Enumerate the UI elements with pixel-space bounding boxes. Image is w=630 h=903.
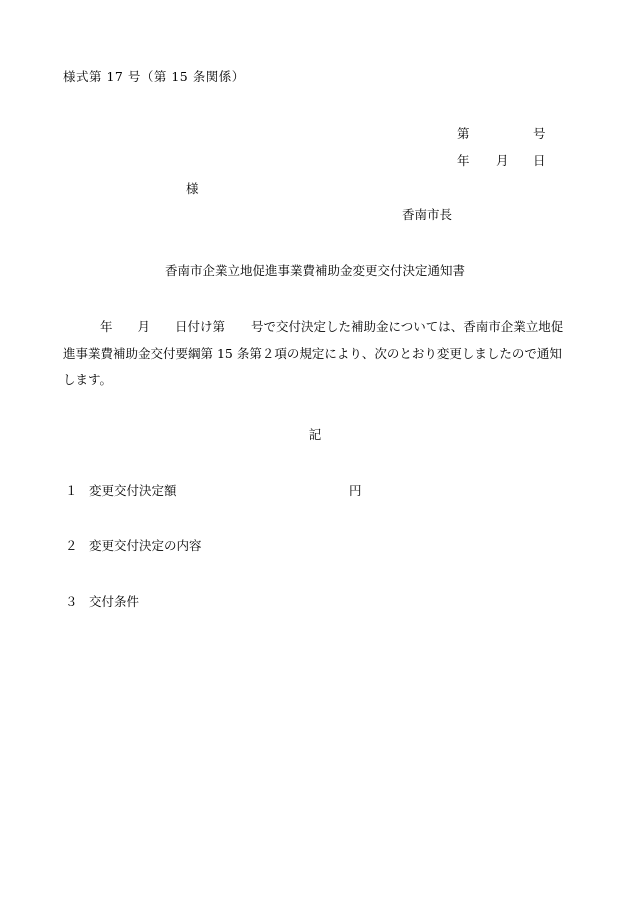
item-number: １ [65,483,78,498]
body-line-1-text: 号で交付決定した補助金については、香南市企業立地促 [251,319,564,334]
form-number: 様式第 17 号（第 15 条関係） [63,69,245,84]
body-year-label: 年 [100,319,113,334]
body-month-label: 月 [137,319,151,334]
ki-heading: 記 [308,427,322,442]
body-paragraph-line-3: します。 [63,372,113,387]
issuer-name: 香南市長 [402,207,453,222]
document-title: 香南市企業立地促進事業費補助金変更交付決定通知書 [164,263,465,278]
item-label-content: 変更交付決定の内容 [89,538,202,553]
item-number: ２ [65,538,78,553]
date-day-label: 日 [533,153,546,168]
body-day-label: 日付け第 [175,319,226,334]
date-year-label: 年 [457,153,470,168]
body-paragraph-line-2: 進事業費補助金交付要綱第 15 条第２項の規定により、次のとおり変更しましたので通知 [63,346,562,361]
document-number-label: 第 [457,126,470,141]
date-month-label: 月 [496,153,509,168]
item-label-conditions: 交付条件 [89,594,140,609]
item-amount-unit: 円 [349,483,362,498]
recipient-honorific: 様 [186,181,199,196]
item-number: ３ [65,594,78,609]
item-label-amount: 変更交付決定額 [89,483,177,498]
document-number-suffix: 号 [533,126,546,141]
body-paragraph-line-1 [63,319,563,335]
